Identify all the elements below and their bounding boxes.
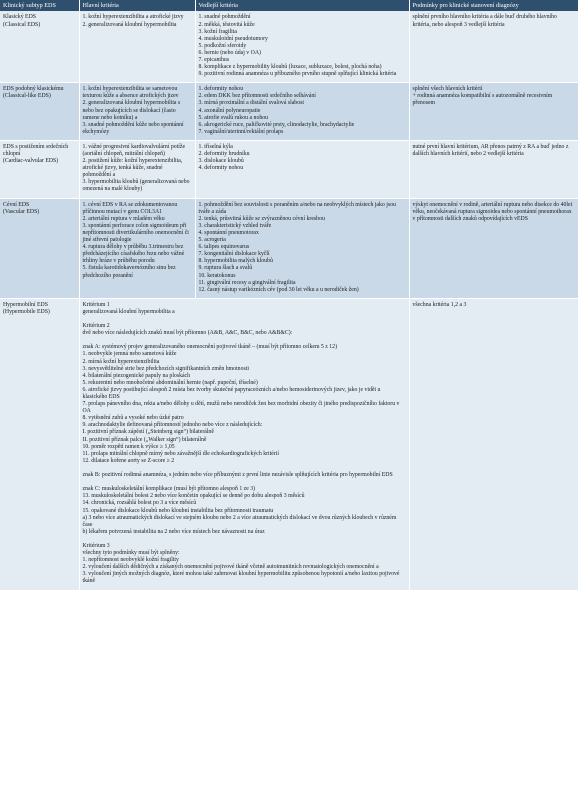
table-row-classical [0, 11, 578, 82]
header-row [0, 0, 578, 11]
cell-diagnosis-conditions: výskyt onemocnění v rodině, arteriální ruptura nebo disekce do 40let věku, neočekávaná ruptura sigmoidea nebo spontánní pneumothorax v přítomnosti dalších znaků odpovídajících vEDS [409, 198, 578, 298]
cell-major-criteria: 1. vážné progresivní kardiovalvulární potíže (aortální chlopeň, mitrální chlopeň) 2. postižení kůže: kožní hyperextenzibilita, atrofické jizvy, tenká kůže, snadné pohmoždění a 3. hypermobilita kloubů (generalizovaná nebo omezená na malé klouby) [79, 140, 195, 198]
table-row-vascular [0, 198, 578, 298]
cell-subtype: EDS podobný klasickému (Classical-like EDS) [0, 83, 79, 141]
cell-subtype: Cévní EDS (Vascular EDS) [0, 198, 79, 298]
cell-minor-criteria: 1. deformity nohou 2. edem DKK bez přítomnosti srdečního selhávání 3. mírná proximální a distální svalová slabost 4. axonální polyneuropatie 5. atrofie svalů rukou a nohou 6. akrogerické ruce, paličkovité prsty, clinodactylie, brachydactylie 7. vaginální/uterinní/rektální prolaps [195, 83, 409, 141]
header-subtype: Klinický subtyp EDS [0, 0, 79, 11]
cell-subtype: Hypermobilní EDS (Hypermobile EDS) [0, 298, 79, 590]
cell-major-criteria: 1. cévní EDS v RA se zdokumentovanou příčinnou mutací v genu COL3A1 2. arteriální ruptura v mladém věku 3. spontánní perforace colon sigmoideum při nepřítomnosti divertikulárního onemocnění či jiné střevní patologie 4. ruptura dělohy v průběhu 3.trimestru bez předcházejícího císařského řezu nebo vážné trhliny hráze v průběhu porodu 5. fistula karotidokavernózního sinu bez předchozího poranění [79, 198, 195, 298]
cell-subtype: EDS s postižením srdečních chlopní (Cardiac-valvular EDS) [0, 140, 79, 198]
table-row-hypermobile [0, 298, 578, 590]
table-row-classical-like [0, 83, 578, 141]
header-diagnosis-conditions: Podmínky pro klinické stanovení diagnózy [409, 0, 578, 11]
header-minor-criteria: Vedlejší kritéria [195, 0, 409, 11]
cell-diagnosis-conditions: všechna kritéria 1,2 a 3 [409, 298, 578, 590]
header-major-criteria: Hlavní kritéria [79, 0, 195, 11]
cell-subtype: Klasický EDS (Classical EDS) [0, 11, 79, 82]
cell-diagnosis-conditions: splnění prvního hlavního kritéria a dále buď druhého hlavního kritéria, nebo alespoň 3 vedlejší kritéria [409, 11, 578, 82]
cell-minor-criteria: 1. tříselná kýla 2. deformity hrudníku 3. dislokace kloubů 4. deformity nohou [195, 140, 409, 198]
cell-major-criteria: 1. kožní hyperextenzibilita se sametovou texturou kůže a absence atrofických jizev 2. generalizovaná kloubní hypermobilita s nebo bez opakujících se dislokací (často ramene nebo kotníku) a 3. snadné pohmoždění kůže nebo spontánní ekchymózy [79, 83, 195, 141]
table-row-cardiac-valvular [0, 140, 578, 198]
cell-major-criteria: 1. kožní hyperextenzibilita a atrofické jizvy 2. generalizovaná kloubní hypermobilita [79, 11, 195, 82]
cell-diagnosis-conditions: splnění všech hlavních kritérií + rodinná anamnéza kompatibilní s autozomálně recesivním přenosem [409, 83, 578, 141]
cell-minor-criteria: 1. snadné pohmoždění 2. měkká, těstovitá kůže 3. kožní fragilita 4. muskuloidní pseudotumory 5. podkožní sferoidy 6. hernie (nebo údaj v OA) 7. epicanthus 8. komplikace z hypermobility kloubů (luxace, subluxace, bolest, plochá noha) 9. pozitivní rodinná anamnéza u příbuzného prvního stupně splňující klinická kritéria [195, 11, 409, 82]
cell-criteria-combined: Kritérium 1 generalizovaná kloubní hypermobilita a Kritérium 2 dvě nebo více následujících znaků musí být přítomno (A&B, A&C, B&C, nebo A&B&C): znak A: systémový projev generalizovaného onemocnění pojivové tkáně – (musí být přítomno celkem 5 z 12) 1. neobvykle jemná nebo sametová kůže 2. mírná kožní hyperextenzibilita 3. nevysvětlitelné strie bez předchozích signifikantních změn hmotnosti 4. bilaterální piezogenické papuly na ploskách 5. rekurentní nebo mnohočetné abdominální hernie (např. pupeční, tříselné) 6. atrofické jizvy postihující alespoň 2 místa bez tvorby skutečné papyraceózních a/nebo hemosiderinových jizev, jako je vidět u klasického EDS 7. prolaps pánevního dna, rekta a/nebo dělohy u dětí, mužů nebo nerodiček žen bez morbidní obezity či jiného predispozičního faktoru v OA 8. vytěsnění zubů a vysoké nebo úzké patro 9. arachnodaktylie definovaná přítomností jednoho nebo více z následujících: I. pozitivní příznak zápěstí („Steinberg sign“) bilaterálně II. pozitivní příznak palce („Walker sign“) bilaterálně 10. poměr rozpětí ramen k výšce ≥ 1,05 11. prolaps mitrální chlopně mírný nebo závažnější dle echokardiografických kritérií 12. dilatace kořene aorty se Z-score ≥ 2 znak B: pozitivní rodinná anamnéza, s jedním nebo více příbuznými z první linie nezávisle splňujících kritéria pro hypermobilní EDS znak C: muskuloskeletální komplikace (musí být přítomno alespoň 1 ze 3) 13. muskuloskeletální bolest 2 nebo více končetin opakující se denně po dobu alespoň 3 měsíců 14. chronická, rozsáhlá bolest po 3 a více měsíců 15. opakované dislokace kloubů nebo kloubní instabilita bez přítomnosti traumatu a) 3 nebo více atraumatických dislokací ve stejném kloubu nebo 2 a více atraumatických dislokací ve dvou různých kloubech v různém čase b) lékařem potvrzená instabilita na 2 nebo více místech bez návaznosti na úraz Kritérium 3 všechny tyto podmínky musí být splněny: 1. nepřítomnost neobvyklé kožní fragility 2. vyloučení dalších dědičných a získaných onemocnění pojivové tkáně včetně autoimunitních revmatologických onemocnění a 3. vyloučení jiných možných diagnóz, které mohou také zahrnovat kloubní hypermobilitu způsobenou hypotonií a/nebo laxitou pojivové tkáně [79, 298, 409, 590]
cell-diagnosis-conditions: nutné první hlavní kritérium, AR přenos patrný z RA a buď jedno z dalších hlavních kritérií, nebo 2 vedlejší kritéria [409, 140, 578, 198]
cell-minor-criteria: 1. pohmoždění bez souvislosti s poraněním a/nebo na neobvyklých místech jako jsou tváře a záda 2. tenká, průsvitná kůže se zvýrazněnou cévní kresbou 3. charakteristický vzhled tváře 4. spontánní pneumotorax 5. acrogeria 6. talipes equinovarus 7. kongenitální dislokace kyčlí 8. hypermobilita malých kloubů 9. ruptura šlach a svalů 10. keratokonus 11. gingivální recesy a gingivální fragilita 12. časný nástup varikózních cév (pod 30 let věku a u nerodiček žen) [195, 198, 409, 298]
